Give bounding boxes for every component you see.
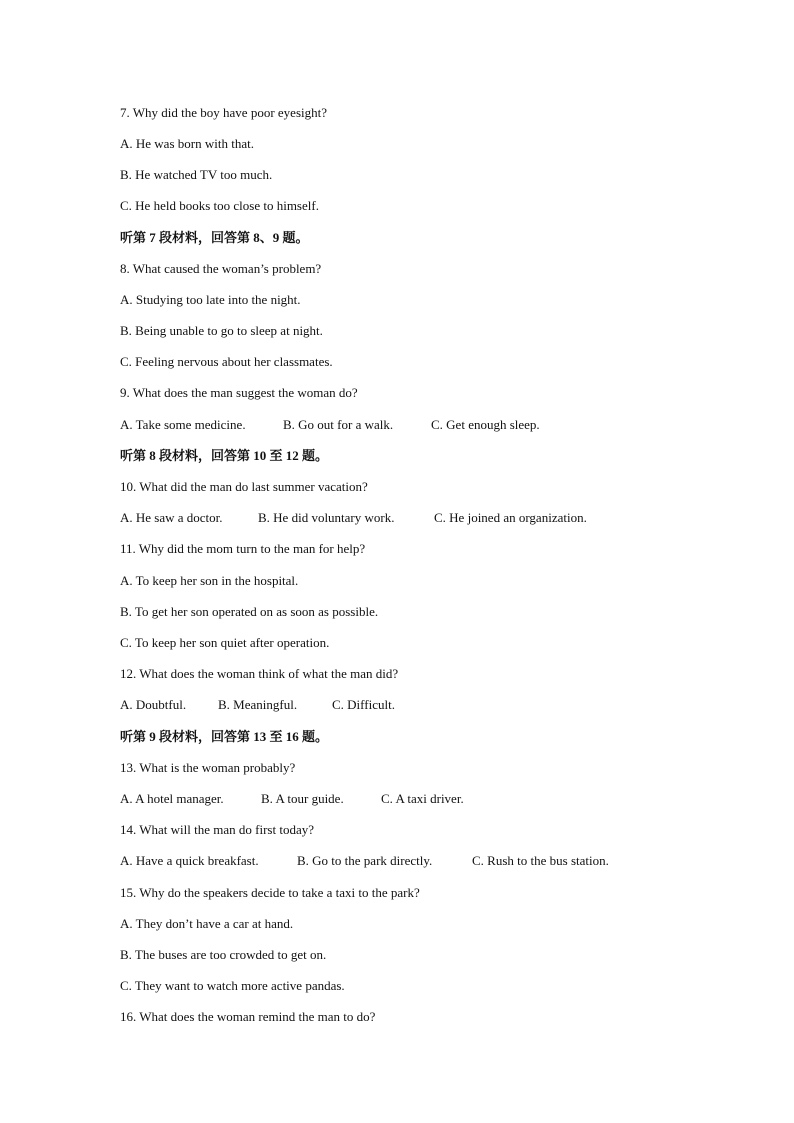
question-13-option-a: A. A hotel manager. bbox=[120, 791, 224, 806]
section-heading-9: 听第 9 段材料，回答第 13 至 16 题。 bbox=[120, 729, 329, 744]
question-8-option-a: A. Studying too late into the night. bbox=[120, 292, 301, 307]
question-8-option-c: C. Feeling nervous about her classmates. bbox=[120, 354, 333, 369]
question-7-option-a: A. He was born with that. bbox=[120, 136, 254, 151]
question-16: 16. What does the woman remind the man to do? bbox=[120, 1009, 376, 1024]
question-13-option-c: C. A taxi driver. bbox=[381, 791, 464, 806]
question-13: 13. What is the woman probably? bbox=[120, 760, 296, 775]
question-10-option-a: A. He saw a doctor. bbox=[120, 510, 223, 525]
question-15: 15. Why do the speakers decide to take a taxi to the park? bbox=[120, 885, 420, 900]
question-9-option-a: A. Take some medicine. bbox=[120, 417, 246, 432]
question-8: 8. What caused the woman’s problem? bbox=[120, 261, 322, 276]
question-10-option-c: C. He joined an organization. bbox=[434, 510, 587, 525]
question-9-option-b: B. Go out for a walk. bbox=[283, 417, 394, 432]
question-8-option-b: B. Being unable to go to sleep at night. bbox=[120, 323, 323, 338]
question-11-option-b: B. To get her son operated on as soon as possible. bbox=[120, 604, 379, 619]
question-7-option-c: C. He held books too close to himself. bbox=[120, 198, 319, 213]
question-15-option-b: B. The buses are too crowded to get on. bbox=[120, 947, 327, 962]
question-12-option-a: A. Doubtful. bbox=[120, 697, 187, 712]
question-11-option-a: A. To keep her son in the hospital. bbox=[120, 573, 299, 588]
question-12-option-b: B. Meaningful. bbox=[218, 697, 298, 712]
question-10-option-b: B. He did voluntary work. bbox=[258, 510, 395, 525]
question-12: 12. What does the woman think of what the man did? bbox=[120, 666, 399, 681]
section-heading-8: 听第 8 段材料，回答第 10 至 12 题。 bbox=[120, 448, 329, 463]
question-15-option-c: C. They want to watch more active pandas. bbox=[120, 978, 345, 993]
question-14: 14. What will the man do first today? bbox=[120, 822, 314, 837]
question-7: 7. Why did the boy have poor eyesight? bbox=[120, 105, 327, 120]
question-9: 9. What does the man suggest the woman do? bbox=[120, 385, 358, 400]
question-9-option-c: C. Get enough sleep. bbox=[431, 417, 540, 432]
question-14-option-a: A. Have a quick breakfast. bbox=[120, 853, 259, 868]
question-12-option-c: C. Difficult. bbox=[332, 697, 395, 712]
question-14-option-c: C. Rush to the bus station. bbox=[472, 853, 609, 868]
question-13-option-b: B. A tour guide. bbox=[261, 791, 344, 806]
question-7-option-b: B. He watched TV too much. bbox=[120, 167, 273, 182]
question-10: 10. What did the man do last summer vacation? bbox=[120, 479, 368, 494]
question-11: 11. Why did the mom turn to the man for help? bbox=[120, 541, 366, 556]
question-15-option-a: A. They don’t have a car at hand. bbox=[120, 916, 294, 931]
question-11-option-c: C. To keep her son quiet after operation. bbox=[120, 635, 330, 650]
section-heading-7: 听第 7 段材料，回答第 8、9 题。 bbox=[120, 230, 309, 245]
question-14-option-b: B. Go to the park directly. bbox=[297, 853, 433, 868]
